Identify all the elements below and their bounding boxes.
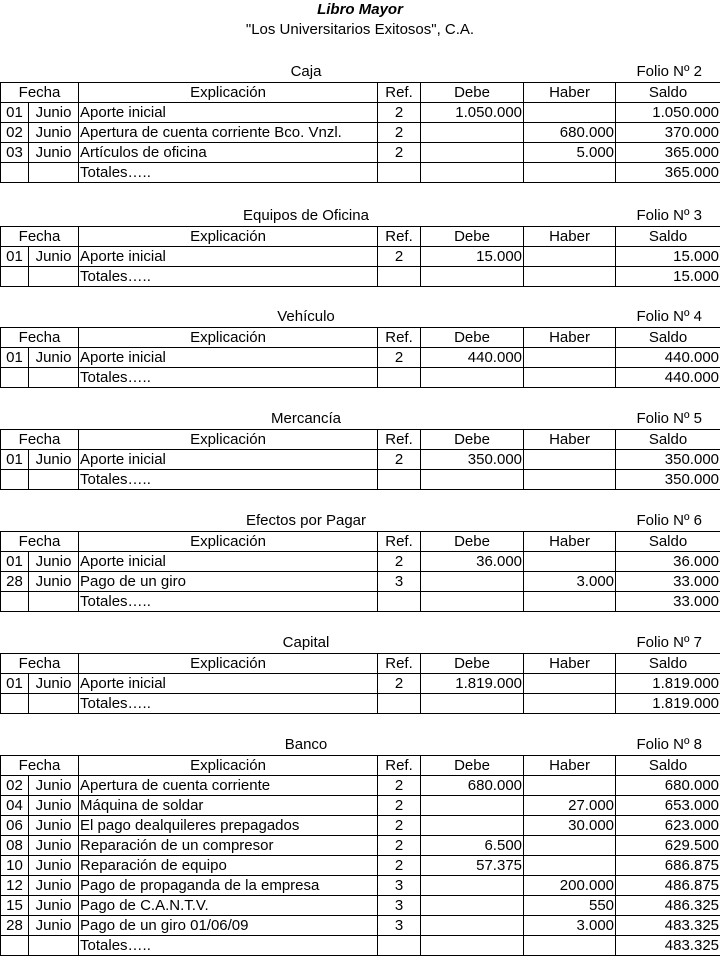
- empty-cell: [524, 470, 616, 490]
- date-day-cell: 06: [1, 816, 29, 836]
- account-name: Capital: [282, 634, 330, 651]
- fecha-header: Fecha: [1, 430, 79, 450]
- table-row: [1, 572, 720, 592]
- totals-label: Totales…..: [79, 368, 378, 388]
- table-row: [1, 674, 720, 694]
- empty-cell: [421, 694, 524, 714]
- credit-cell: 27.000: [524, 796, 616, 816]
- empty-cell: [421, 163, 524, 183]
- debit-cell: 1.819.000: [421, 674, 524, 694]
- date-day-cell: 28: [1, 572, 29, 592]
- table-row: [1, 876, 720, 896]
- date-day-cell: 01: [1, 674, 29, 694]
- ledger-account: [0, 633, 720, 714]
- balance-cell: 365.000: [616, 143, 720, 163]
- table-row: [1, 348, 720, 368]
- debit-cell: [421, 123, 524, 143]
- fecha-header: Fecha: [1, 654, 79, 674]
- ledger-table: [0, 653, 720, 714]
- totals-label: Totales…..: [79, 592, 378, 612]
- table-row: [1, 103, 720, 123]
- folio-number: Folio Nº 5: [636, 410, 702, 427]
- haber-header: Haber: [524, 227, 616, 247]
- column-header-row: [1, 328, 720, 348]
- ref-header: Ref.: [378, 532, 421, 552]
- date-month-cell: Junio: [29, 450, 79, 470]
- debit-cell: 57.375: [421, 856, 524, 876]
- ref-cell: 3: [378, 916, 421, 936]
- empty-cell: [378, 936, 421, 956]
- credit-cell: [524, 776, 616, 796]
- explanation-cell: El pago dealquileres prepagados: [79, 816, 378, 836]
- empty-cell: [378, 470, 421, 490]
- empty-cell: [29, 592, 79, 612]
- empty-cell: [524, 163, 616, 183]
- balance-cell: 486.325: [616, 896, 720, 916]
- debe-header: Debe: [421, 227, 524, 247]
- ref-header: Ref.: [378, 430, 421, 450]
- debit-cell: [421, 796, 524, 816]
- explanation-cell: Pago de un giro: [79, 572, 378, 592]
- table-row: [1, 816, 720, 836]
- explicacion-header: Explicación: [79, 532, 378, 552]
- date-day-cell: 01: [1, 552, 29, 572]
- credit-cell: [524, 450, 616, 470]
- debe-header: Debe: [421, 756, 524, 776]
- empty-cell: [1, 936, 29, 956]
- date-day-cell: 02: [1, 776, 29, 796]
- table-row: [1, 796, 720, 816]
- ref-cell: 2: [378, 123, 421, 143]
- explanation-cell: Artículos de oficina: [79, 143, 378, 163]
- total-balance-cell: 33.000: [616, 592, 720, 612]
- balance-cell: 680.000: [616, 776, 720, 796]
- empty-cell: [1, 592, 29, 612]
- total-balance-cell: 1.819.000: [616, 694, 720, 714]
- date-day-cell: 01: [1, 247, 29, 267]
- haber-header: Haber: [524, 654, 616, 674]
- ledger-table: [0, 755, 720, 956]
- total-balance-cell: 15.000: [616, 267, 720, 287]
- explicacion-header: Explicación: [79, 227, 378, 247]
- balance-cell: 483.325: [616, 916, 720, 936]
- ref-cell: 2: [378, 674, 421, 694]
- empty-cell: [524, 368, 616, 388]
- ref-cell: 3: [378, 876, 421, 896]
- totals-row: [1, 267, 720, 287]
- table-row: [1, 836, 720, 856]
- totals-row: [1, 694, 720, 714]
- balance-cell: 623.000: [616, 816, 720, 836]
- date-day-cell: 03: [1, 143, 29, 163]
- fecha-header: Fecha: [1, 227, 79, 247]
- ledger-header: [0, 633, 720, 653]
- totals-row: [1, 470, 720, 490]
- debe-header: Debe: [421, 83, 524, 103]
- total-balance-cell: 440.000: [616, 368, 720, 388]
- table-row: [1, 552, 720, 572]
- empty-cell: [29, 368, 79, 388]
- ref-cell: 2: [378, 143, 421, 163]
- debit-cell: [421, 572, 524, 592]
- fecha-header: Fecha: [1, 328, 79, 348]
- balance-cell: 1.819.000: [616, 674, 720, 694]
- folio-number: Folio Nº 3: [636, 207, 702, 224]
- folio-number: Folio Nº 4: [636, 308, 702, 325]
- account-name: Caja: [290, 63, 322, 80]
- date-day-cell: 12: [1, 876, 29, 896]
- empty-cell: [378, 592, 421, 612]
- column-header-row: [1, 756, 720, 776]
- explanation-cell: Aporte inicial: [79, 450, 378, 470]
- ledger-account: [0, 735, 720, 956]
- empty-cell: [29, 470, 79, 490]
- haber-header: Haber: [524, 328, 616, 348]
- haber-header: Haber: [524, 83, 616, 103]
- date-day-cell: 02: [1, 123, 29, 143]
- account-name: Banco: [284, 736, 328, 753]
- ledger-table: [0, 82, 720, 183]
- document-subtitle: "Los Universitarios Exitosos", C.A.: [245, 21, 475, 38]
- debit-cell: [421, 896, 524, 916]
- haber-header: Haber: [524, 430, 616, 450]
- credit-cell: 680.000: [524, 123, 616, 143]
- empty-cell: [378, 694, 421, 714]
- table-row: [1, 123, 720, 143]
- ref-cell: 2: [378, 103, 421, 123]
- balance-cell: 629.500: [616, 836, 720, 856]
- saldo-header: Saldo: [616, 83, 720, 103]
- totals-row: [1, 936, 720, 956]
- date-day-cell: 15: [1, 896, 29, 916]
- ref-cell: 3: [378, 896, 421, 916]
- ref-cell: 2: [378, 552, 421, 572]
- balance-cell: 350.000: [616, 450, 720, 470]
- ref-header: Ref.: [378, 756, 421, 776]
- date-day-cell: 08: [1, 836, 29, 856]
- balance-cell: 15.000: [616, 247, 720, 267]
- table-row: [1, 143, 720, 163]
- fecha-header: Fecha: [1, 83, 79, 103]
- totals-label: Totales…..: [79, 936, 378, 956]
- fecha-header: Fecha: [1, 756, 79, 776]
- balance-cell: 440.000: [616, 348, 720, 368]
- explanation-cell: Apertura de cuenta corriente: [79, 776, 378, 796]
- date-day-cell: 01: [1, 348, 29, 368]
- balance-cell: 370.000: [616, 123, 720, 143]
- debit-cell: [421, 143, 524, 163]
- debit-cell: 15.000: [421, 247, 524, 267]
- balance-cell: 653.000: [616, 796, 720, 816]
- folio-number: Folio Nº 2: [636, 63, 702, 80]
- credit-cell: [524, 674, 616, 694]
- ledger-header: [0, 307, 720, 327]
- empty-cell: [421, 470, 524, 490]
- date-day-cell: 01: [1, 450, 29, 470]
- ledger-header: [0, 511, 720, 531]
- fecha-header: Fecha: [1, 532, 79, 552]
- date-month-cell: Junio: [29, 103, 79, 123]
- empty-cell: [1, 163, 29, 183]
- date-month-cell: Junio: [29, 796, 79, 816]
- table-row: [1, 896, 720, 916]
- saldo-header: Saldo: [616, 430, 720, 450]
- empty-cell: [29, 267, 79, 287]
- account-name: Vehículo: [277, 308, 335, 325]
- empty-cell: [1, 267, 29, 287]
- credit-cell: 30.000: [524, 816, 616, 836]
- date-month-cell: Junio: [29, 856, 79, 876]
- ledger-header: [0, 62, 720, 82]
- explanation-cell: Pago de C.A.N.T.V.: [79, 896, 378, 916]
- explicacion-header: Explicación: [79, 83, 378, 103]
- explanation-cell: Aporte inicial: [79, 674, 378, 694]
- date-month-cell: Junio: [29, 776, 79, 796]
- explanation-cell: Apertura de cuenta corriente Bco. Vnzl.: [79, 123, 378, 143]
- ledger-table: [0, 531, 720, 612]
- empty-cell: [378, 267, 421, 287]
- credit-cell: [524, 103, 616, 123]
- totals-row: [1, 163, 720, 183]
- totals-label: Totales…..: [79, 267, 378, 287]
- haber-header: Haber: [524, 756, 616, 776]
- ledger-table: [0, 226, 720, 287]
- debit-cell: 1.050.000: [421, 103, 524, 123]
- date-month-cell: Junio: [29, 247, 79, 267]
- column-header-row: [1, 654, 720, 674]
- folio-number: Folio Nº 7: [636, 634, 702, 651]
- ref-cell: 2: [378, 816, 421, 836]
- explicacion-header: Explicación: [79, 654, 378, 674]
- date-month-cell: Junio: [29, 143, 79, 163]
- date-month-cell: Junio: [29, 572, 79, 592]
- explanation-cell: Aporte inicial: [79, 348, 378, 368]
- explicacion-header: Explicación: [79, 756, 378, 776]
- debe-header: Debe: [421, 532, 524, 552]
- ledger-table: [0, 327, 720, 388]
- ref-cell: 2: [378, 247, 421, 267]
- explanation-cell: Aporte inicial: [79, 247, 378, 267]
- debit-cell: 680.000: [421, 776, 524, 796]
- credit-cell: [524, 552, 616, 572]
- column-header-row: [1, 532, 720, 552]
- credit-cell: 550: [524, 896, 616, 916]
- explanation-cell: Aporte inicial: [79, 103, 378, 123]
- debit-cell: [421, 876, 524, 896]
- empty-cell: [29, 936, 79, 956]
- ref-header: Ref.: [378, 328, 421, 348]
- totals-label: Totales…..: [79, 163, 378, 183]
- totals-label: Totales…..: [79, 694, 378, 714]
- folio-number: Folio Nº 8: [636, 736, 702, 753]
- empty-cell: [29, 694, 79, 714]
- credit-cell: [524, 856, 616, 876]
- empty-cell: [421, 936, 524, 956]
- balance-cell: 686.875: [616, 856, 720, 876]
- credit-cell: 5.000: [524, 143, 616, 163]
- date-month-cell: Junio: [29, 836, 79, 856]
- debe-header: Debe: [421, 430, 524, 450]
- date-day-cell: 04: [1, 796, 29, 816]
- date-day-cell: 01: [1, 103, 29, 123]
- total-balance-cell: 350.000: [616, 470, 720, 490]
- ref-header: Ref.: [378, 654, 421, 674]
- debit-cell: [421, 816, 524, 836]
- balance-cell: 33.000: [616, 572, 720, 592]
- ledger-account: [0, 409, 720, 490]
- empty-cell: [378, 368, 421, 388]
- empty-cell: [1, 470, 29, 490]
- empty-cell: [1, 368, 29, 388]
- empty-cell: [524, 694, 616, 714]
- credit-cell: 3.000: [524, 572, 616, 592]
- date-month-cell: Junio: [29, 816, 79, 836]
- empty-cell: [524, 592, 616, 612]
- explanation-cell: Aporte inicial: [79, 552, 378, 572]
- column-header-row: [1, 430, 720, 450]
- ledger-header: [0, 735, 720, 755]
- explanation-cell: Pago de un giro 01/06/09: [79, 916, 378, 936]
- total-balance-cell: 365.000: [616, 163, 720, 183]
- column-header-row: [1, 83, 720, 103]
- haber-header: Haber: [524, 532, 616, 552]
- empty-cell: [421, 368, 524, 388]
- account-name: Efectos por Pagar: [245, 512, 367, 529]
- ref-header: Ref.: [378, 227, 421, 247]
- saldo-header: Saldo: [616, 756, 720, 776]
- ledger-account: [0, 307, 720, 388]
- empty-cell: [378, 163, 421, 183]
- ledger-table: [0, 429, 720, 490]
- date-month-cell: Junio: [29, 674, 79, 694]
- debit-cell: 440.000: [421, 348, 524, 368]
- credit-cell: [524, 836, 616, 856]
- date-day-cell: 28: [1, 916, 29, 936]
- debit-cell: [421, 916, 524, 936]
- ref-cell: 2: [378, 796, 421, 816]
- ref-cell: 2: [378, 836, 421, 856]
- table-row: [1, 450, 720, 470]
- debit-cell: 350.000: [421, 450, 524, 470]
- ledger-header: [0, 409, 720, 429]
- empty-cell: [29, 163, 79, 183]
- explanation-cell: Máquina de soldar: [79, 796, 378, 816]
- totals-label: Totales…..: [79, 470, 378, 490]
- document-title: Libro Mayor: [317, 1, 403, 18]
- ref-header: Ref.: [378, 83, 421, 103]
- empty-cell: [1, 694, 29, 714]
- empty-cell: [524, 267, 616, 287]
- folio-number: Folio Nº 6: [636, 512, 702, 529]
- account-name: Mercancía: [270, 410, 342, 427]
- empty-cell: [524, 936, 616, 956]
- date-month-cell: Junio: [29, 876, 79, 896]
- credit-cell: 3.000: [524, 916, 616, 936]
- credit-cell: [524, 348, 616, 368]
- saldo-header: Saldo: [616, 654, 720, 674]
- ledger-account: [0, 62, 720, 183]
- empty-cell: [421, 592, 524, 612]
- balance-cell: 36.000: [616, 552, 720, 572]
- table-row: [1, 247, 720, 267]
- date-month-cell: Junio: [29, 348, 79, 368]
- totals-row: [1, 368, 720, 388]
- date-day-cell: 10: [1, 856, 29, 876]
- empty-cell: [421, 267, 524, 287]
- date-month-cell: Junio: [29, 916, 79, 936]
- ledger-account: [0, 511, 720, 612]
- ref-cell: 2: [378, 450, 421, 470]
- totals-row: [1, 592, 720, 612]
- ref-cell: 2: [378, 856, 421, 876]
- table-row: [1, 776, 720, 796]
- ref-cell: 2: [378, 348, 421, 368]
- table-row: [1, 916, 720, 936]
- total-balance-cell: 483.325: [616, 936, 720, 956]
- saldo-header: Saldo: [616, 227, 720, 247]
- debe-header: Debe: [421, 328, 524, 348]
- ledger-account: [0, 206, 720, 287]
- explanation-cell: Reparación de un compresor: [79, 836, 378, 856]
- balance-cell: 486.875: [616, 876, 720, 896]
- debit-cell: 36.000: [421, 552, 524, 572]
- date-month-cell: Junio: [29, 552, 79, 572]
- ledger-header: [0, 206, 720, 226]
- explanation-cell: Pago de propaganda de la empresa: [79, 876, 378, 896]
- table-row: [1, 856, 720, 876]
- credit-cell: 200.000: [524, 876, 616, 896]
- credit-cell: [524, 247, 616, 267]
- saldo-header: Saldo: [616, 328, 720, 348]
- date-month-cell: Junio: [29, 896, 79, 916]
- saldo-header: Saldo: [616, 532, 720, 552]
- explanation-cell: Reparación de equipo: [79, 856, 378, 876]
- column-header-row: [1, 227, 720, 247]
- explicacion-header: Explicación: [79, 430, 378, 450]
- balance-cell: 1.050.000: [616, 103, 720, 123]
- account-name: Equipos de Oficina: [243, 207, 369, 224]
- ref-cell: 2: [378, 776, 421, 796]
- date-month-cell: Junio: [29, 123, 79, 143]
- ref-cell: 3: [378, 572, 421, 592]
- explicacion-header: Explicación: [79, 328, 378, 348]
- debe-header: Debe: [421, 654, 524, 674]
- debit-cell: 6.500: [421, 836, 524, 856]
